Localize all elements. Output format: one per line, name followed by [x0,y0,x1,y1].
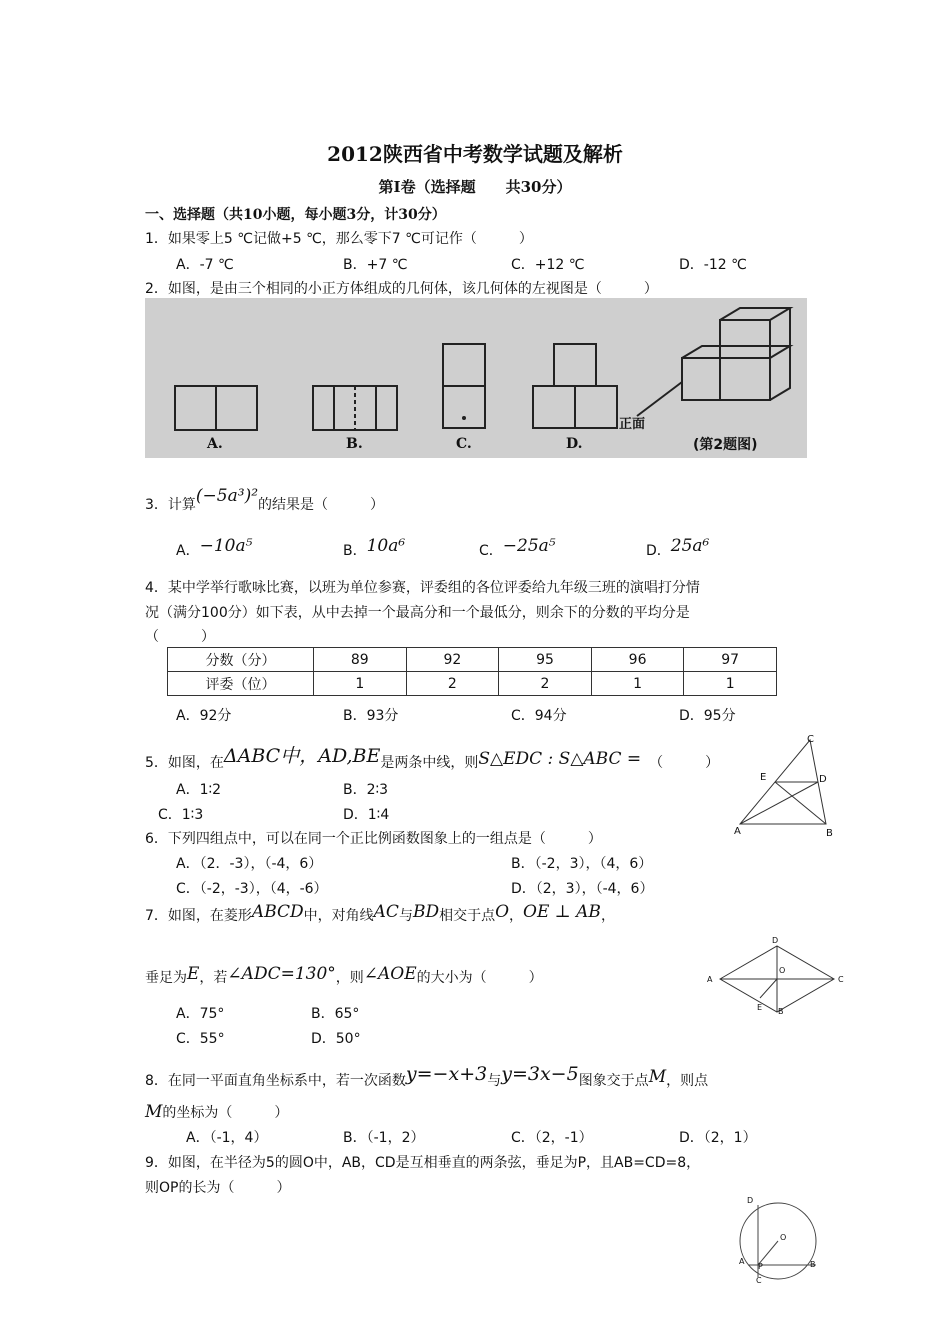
q3-option-b: B．10a⁶ [343,536,406,559]
q9-label-d: D [747,1196,754,1205]
q7-option-c: C．55° [176,1031,225,1047]
q5-label-b: B [826,828,833,839]
q5-option-a: A．1∶2 [176,782,222,798]
q8-option-d: D．（2，1） [679,1130,757,1146]
table-row [168,648,777,672]
q4-option-b: B．93分 [343,708,399,724]
q9-label-p: P [758,1262,763,1271]
q2-figure-photo [145,298,807,458]
question-8-line1: 8．在同一平面直角坐标系中，若一次函数y=−x+3与y=3x−5图象交于点M，则点 [145,1063,709,1089]
q7-label-b: B [778,1007,784,1016]
question-1-stem: 1．如果零上5 ℃记做+5 ℃，那么零下7 ℃可记作（ ） [145,231,533,247]
q9-label-o: O [780,1233,787,1242]
question-4-line3: （ ） [145,629,215,645]
q2-label-d: D. [566,436,583,452]
q3-prefix: 3．计算 [145,497,196,513]
table-row [168,672,777,696]
q4-option-d: D．95分 [679,708,736,724]
score-table [167,647,777,696]
q9-label-c: C [756,1276,762,1285]
q7-label-e: E [757,1003,763,1012]
q1-option-c: C．+12 ℃ [511,257,585,273]
table-cell: 97 [684,648,777,672]
paper-subtitle: 第Ⅰ卷（选择题 共30分） [378,178,572,196]
table-cell: 89 [314,648,407,672]
q5-label-c: C [807,734,814,745]
q8-option-b: B．（-1，2） [343,1130,425,1146]
question-4-line2: 况（满分100分）如下表，从中去掉一个最高分和一个最低分，则余下的分数的平均分是 [145,605,690,621]
q3-option-d: D．25a⁶ [646,536,710,559]
q1-option-a: A．-7 ℃ [176,257,234,273]
q8-option-a: A．（-1，4） [186,1130,268,1146]
q7-option-b: B．65° [311,1006,360,1022]
q5-option-d: D．1∶4 [343,807,390,823]
q4-option-a: A．92分 [176,708,232,724]
table-header-judges: 评委（位） [168,672,314,696]
table-cell: 2 [499,672,592,696]
question-2-stem: 2．如图，是由三个相同的小正方体组成的几何体，该几何体的左视图是（ ） [145,281,658,297]
section-heading: 一、选择题（共10小题，每小题3分，计30分） [145,207,446,223]
table-cell: 92 [406,648,499,672]
table-cell: 95 [499,648,592,672]
q5-label-d: D [819,774,827,785]
q5-option-b: B．2∶3 [343,782,389,798]
q9-label-a: A [739,1257,745,1266]
q2-label-a: A. [207,436,223,452]
q7-label-o: O [779,966,786,975]
q3-option-c: C．−25a⁵ [479,536,556,559]
q5-triangle-figure [730,732,840,842]
table-cell: 1 [314,672,407,696]
q2-label-b: B. [346,436,363,452]
q6-option-d: D．（2，3），（-4，6） [511,881,654,897]
question-3-stem [145,486,385,514]
q5-label-e: E [760,772,767,783]
q7-label-c: C [838,975,844,984]
q5-option-c: C．1∶3 [158,807,204,823]
question-7-line2: 垂足为E，若∠ADC=130°，则∠AOE的大小为（ ） [145,964,543,986]
question-8-line2: M的坐标为（ ） [145,1102,289,1122]
q2-label-c: C. [456,436,472,452]
table-cell: 1 [591,672,684,696]
q4-option-c: C．94分 [511,708,567,724]
question-5-stem: 5．如图，在ΔABC中，AD,BE是两条中线，则S△EDC : S△ABC = （ ） [145,745,720,771]
table-cell: 2 [406,672,499,696]
q6-option-a: A．（2．-3），（-4，6） [176,856,323,872]
question-9-line1: 9．如图，在半径为5的圆O中，AB，CD是互相垂直的两条弦，垂足为P，且AB=CD=8， [145,1155,701,1171]
q7-rhombus-figure [710,938,845,1018]
q3-expression: (−5a³)² [195,486,259,506]
q3-option-a: A．−10a⁵ [176,536,253,559]
q5-label-a: A [734,826,741,837]
q7-option-a: A．75° [176,1006,225,1022]
question-6-stem: 6．下列四组点中，可以在同一个正比例函数图象上的一组点是（ ） [145,831,602,847]
q6-option-c: C．（-2，-3），（4，-6） [176,881,328,897]
table-cell: 96 [591,648,684,672]
q2-front-label: 正面 [619,417,646,432]
question-9-line2: 则OP的长为（ ） [145,1180,291,1196]
q6-option-b: B．（-2，3），（4，6） [511,856,653,872]
q9-label-b: B [810,1260,816,1269]
q1-option-b: B．+7 ℃ [343,257,408,273]
table-header-score: 分数（分） [168,648,314,672]
q3-suffix: 的结果是（ ） [258,497,385,513]
q7-label-a: A [707,975,713,984]
question-7-line1: 7．如图，在菱形ABCD中，对角线AC与BD相交于点O，OE ⊥ AB， [145,902,615,924]
table-cell: 1 [684,672,777,696]
page-title: 2012陕西省中考数学试题及解析 [327,142,623,166]
q2-figure-caption: (第2题图) [693,437,758,453]
q7-option-d: D．50° [311,1031,361,1047]
q8-option-c: C．（2，-1） [511,1130,593,1146]
q7-label-d: D [772,936,779,945]
question-4-line1: 4．某中学举行歌咏比赛，以班为单位参赛，评委组的各位评委给九年级三班的演唱打分情 [145,580,700,596]
q5-expression-ratio: S△EDC : S△ABC = [478,749,642,769]
q1-option-d: D．-12 ℃ [679,257,747,273]
q5-expression-triangle: ΔABC中，AD,BE [223,745,381,767]
